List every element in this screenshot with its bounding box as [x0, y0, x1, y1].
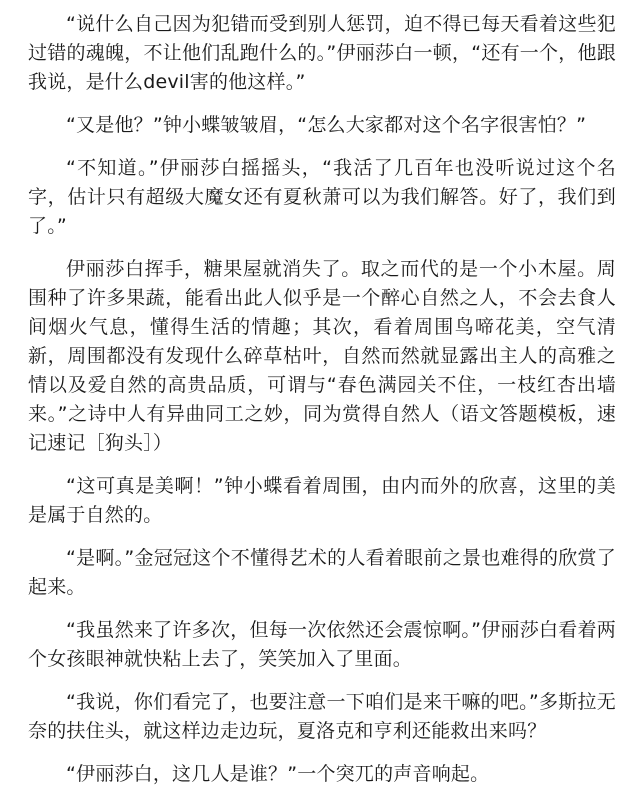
- story-paragraph: “这可真是美啊！”钟小蝶看着周围，由内而外的欣喜，这里的美是属于自然的。: [28, 475, 616, 526]
- story-paragraph: “是啊。”金冠冠这个不懂得艺术的人看着眼前之景也难得的欣赏了起来。: [28, 547, 616, 598]
- story-paragraph: “又是他？”钟小蝶皱皱眉，“怎么大家都对这个名字很害怕？”: [66, 114, 587, 136]
- story-paragraph: “我说，你们看完了，也要注意一下咱们是来干嘛的吧。”多斯拉无奈的扶住头，就这样边走边玩，夏洛克和亨利还能救出来吗？: [28, 691, 616, 742]
- story-paragraph: 伊丽莎白挥手，糖果屋就消失了。取之而代的是一个小木屋。周围种了许多果蔬，能看出此人似乎是一个醉心自然之人，不会去食人间烟火气息，懂得生活的情趣；其次，看着周围鸟啼花美，空气清新，周围都没有发现什么碎草枯叶，自然而然就显露出主人的高雅之情以及爱自然的高贵品质，可谓与“春色满园关不住，一枝红杏出墙来。”之诗中人有异曲同工之妙，同为赏得自然人（语文答题模板，速记速记［狗头］）: [28, 258, 616, 454]
- story-paragraph: “不知道。”伊丽莎白摇摇头，“我活了几百年也没听说过这个名字，估计只有超级大魔女还有夏秋萧可以为我们解答。好了，我们到了。”: [28, 157, 616, 237]
- story-paragraph: “我虽然来了许多次，但每一次依然还会震惊啊。”伊丽莎白看着两个女孩眼神就快粘上去了，笑笑加入了里面。: [28, 619, 616, 670]
- story-paragraph: “伊丽莎白，这几人是谁？”一个突兀的声音响起。: [66, 763, 490, 785]
- story-paragraph: “说什么自己因为犯错而受到别人惩罚，迫不得已每天看着这些犯过错的魂魄，不让他们乱跑什么的。”伊丽莎白一顿，“还有一个，他跟我说，是什么devil害的他这样。”: [28, 13, 616, 93]
